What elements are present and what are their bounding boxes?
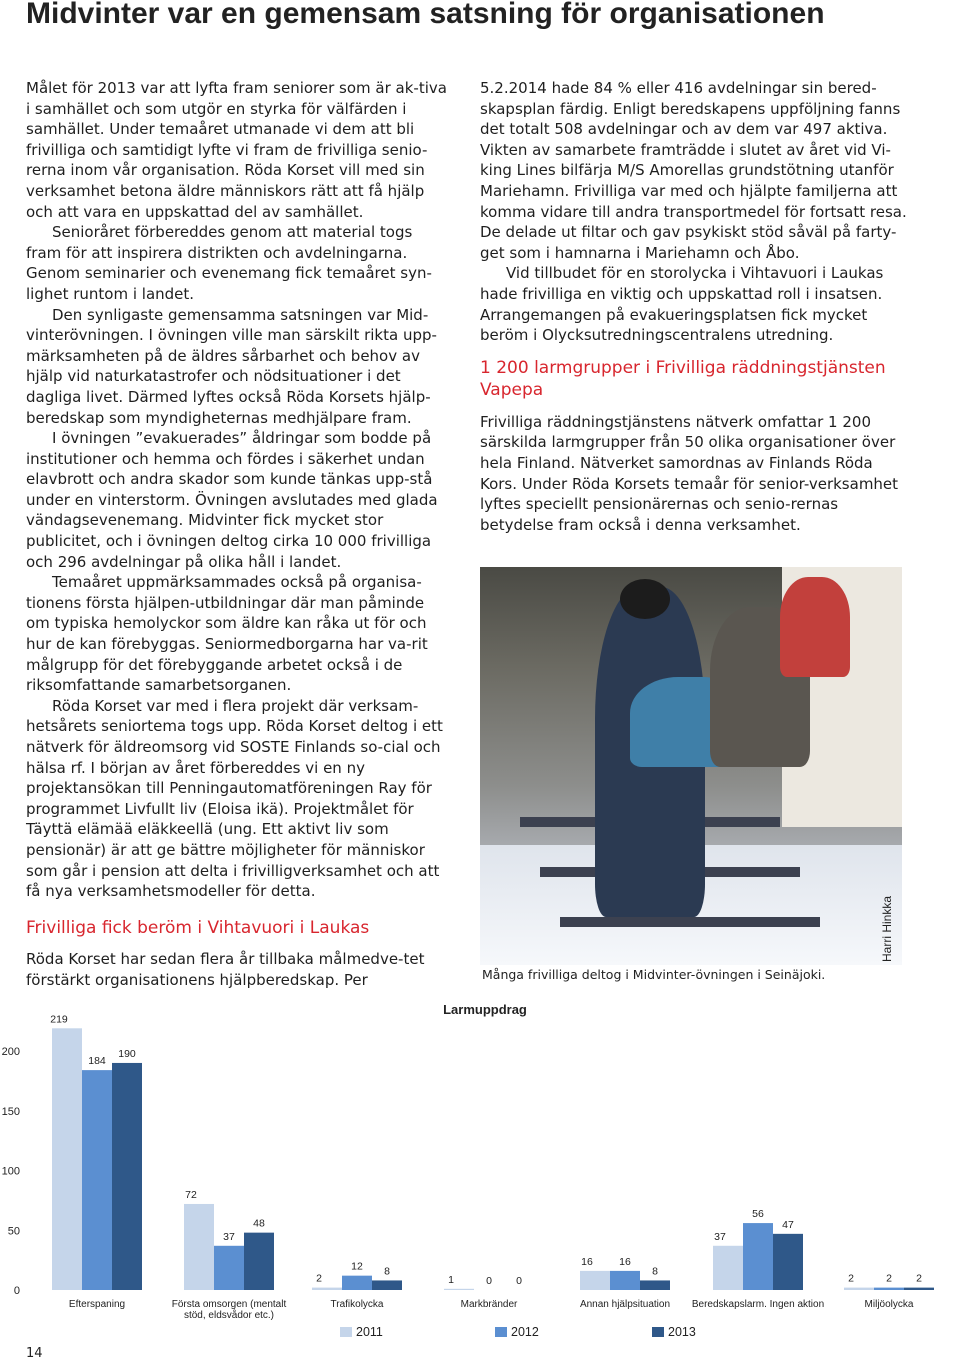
body-paragraph: 5.2.2014 hade 84 % eller 416 avdelningar sin bered-skapsplan färdig. Enligt beredskapens uppföljning fanns det totalt 508 avdelningar och av dem var 497 aktiva. Vikten av samarbete framträdde i slutet av året vid Vi-king Lines bilfärja M/S Amorellas grundstötning utanför Mariehamn. Frivilliga var med och hjälpte familjerna att komma vidare till andra transportmedel för fortsatt resa. De delade ut filtar och gav psykiskt stöd såväl på farty-get som i hamnarna i Mariehamn och Åbo. (480, 79, 907, 262)
body-paragraph: I övningen ”evakuerades” åldringar som bodde på institutioner och hemma och fördes i säkerhet undan elavbrott och andra skador som kunde tänkas upp-stå under en vinterstorm. Övningen avslutades med glada vändagsevenemang. Midvinter fick mycket stor publicitet, och i övningen deltog cirka 10 000 frivilliga och 296 avdelningar på olika håll i landet. (26, 429, 438, 571)
bar (610, 1271, 640, 1290)
body-paragraph: Frivilliga räddningstjänstens nätverk omfattar 1 200 särskilda larmgrupper från 50 olika organisationer över hela Finland. Nätverket samordnas av Finlands Röda Kors. Under Röda Korsets temaår för senior-verksamhet lyftes speciellt pensionärernas och senio-rernas betydelse fram också i denna verksamhet. (480, 412, 899, 534)
bar (184, 1204, 214, 1290)
legend-swatch (495, 1327, 507, 1337)
bar (874, 1288, 904, 1290)
bar (342, 1276, 372, 1290)
category-label: Första omsorgen (mentalt (171, 1299, 287, 1310)
data-label: 56 (752, 1208, 764, 1221)
page-title: Midvinter var en gemensam satsning för organisationen (26, 0, 825, 30)
data-label: 16 (581, 1255, 593, 1268)
category-label: stöd, eldsvådor etc.) (183, 1310, 275, 1321)
bar (640, 1280, 670, 1290)
section-heading: 1 200 larmgrupper i Frivilliga räddningstjänsten Vapepa (480, 357, 886, 400)
bar (844, 1288, 874, 1290)
bar (372, 1280, 402, 1290)
y-tick-label: 200 (1, 1046, 20, 1058)
data-label: 48 (253, 1217, 265, 1230)
left-bottom-section (26, 917, 450, 990)
legend-label: 2013 (668, 1325, 696, 1339)
legend-label: 2012 (511, 1325, 539, 1339)
data-label: 8 (652, 1265, 658, 1278)
category-label: Trafikolycka (330, 1299, 384, 1310)
y-tick-label: 100 (1, 1165, 20, 1178)
body-paragraph: Senioråret förbereddes genom att material togs fram för att inspirera distrikten och avdelningarna. Genom seminarier och evenemang fick temaåret syn-lighet runtom i landet. (26, 223, 432, 303)
photo-figure (620, 579, 670, 619)
page-number: 14 (26, 1346, 43, 1361)
y-tick-label: 50 (7, 1225, 20, 1238)
data-label: 0 (486, 1275, 492, 1287)
data-label: 2 (316, 1272, 322, 1285)
bar (580, 1271, 610, 1290)
data-label: 184 (88, 1055, 106, 1068)
body-paragraph: Röda Korset har sedan flera år tillbaka målmedve-tet förstärkt organisationens hjälpberedskap. Per (26, 950, 425, 989)
body-paragraph: Röda Korset var med i flera projekt där verksam-hetsårets seniortema togs upp. Röda Korset deltog i ett nätverk för äldreomsorg vid SOSTE Finlands so-cial och hälsa rf. I början av året förbereddes vi en ny projektansökan till Penningautomatföreningen Ray för programmet Livfullt liv (Eloisa ikä). Projektmålet för Täyttä elämää eläkkeellä (ung. Ett aktivt liv som pensionär) är att ge bättre möjligheter för människor som går i pension att delta i frivilligverksamhet och att få nya verksamhetsmodeller för detta. (26, 696, 443, 901)
y-tick-label: 150 (1, 1105, 20, 1118)
bar (82, 1070, 112, 1290)
body-paragraph: Temaåret uppmärksammades också på organisa-tionens första hjälpen-utbildningar där man påminde om typiska hemolyckor som äldre kan råka ut för och hur de kan förebyggas. Seniormedborgarna har va-rit målgrupp för det förebyggande arbetet också i de riksomfattande samarbetsorganen. (26, 573, 428, 695)
photo-credit: Harri Hinkka (880, 895, 894, 962)
bar-chart (0, 995, 960, 1345)
bar (112, 1063, 142, 1290)
data-label: 72 (185, 1188, 197, 1201)
chart-title: Larmuppdrag (443, 1002, 527, 1017)
legend-label: 2011 (356, 1325, 383, 1339)
body-paragraph: Målet för 2013 var att lyfta fram seniorer som är ak-tiva i samhället och som utgör en styrka för välfärden i samhället. Under temaåret utmanade vi dem att bli frivilliga och samtidigt lyfte vi fram de frivilliga senio-rerna inom vår organisation. Röda Korset vill med sin verksamhet betona äldre människors rätt att få hjälp och att vara en uppskattad del av samhället. (26, 79, 447, 221)
photo (480, 567, 902, 965)
data-label: 37 (223, 1230, 235, 1243)
photo-step (560, 917, 820, 927)
bar (444, 1289, 474, 1290)
bar (743, 1223, 773, 1290)
data-label: 0 (516, 1275, 522, 1287)
bar (52, 1028, 82, 1290)
data-label: 1 (448, 1273, 454, 1286)
category-label: Efterspaning (68, 1299, 126, 1310)
data-label: 2 (848, 1272, 854, 1285)
body-paragraph: Den synligaste gemensamma satsningen var Mid-vinterövningen. I övningen ville man särskilt rikta upp-märksamheten på de äldres sårbarhet och behov av hjälp vid naturkatastrofer och nödsituationer i det dagliga livet. Därmed lyftes också Röda Korsets hjälp-beredskap som myndigheternas medhjälpare fram. (26, 305, 437, 427)
body-paragraph: Vid tillbudet för en storolycka i Vihtavuori i Laukas hade frivilliga en viktig och uppskattad roll i insatsen. Arrangemangen på evakueringsplatsen fick mycket beröm i Olycksutredningscentralens utredning. (480, 264, 884, 345)
photo-caption: Många frivilliga deltog i Midvinter-övningen i Seinäjoki. (482, 967, 826, 982)
bar (214, 1246, 244, 1290)
data-label: 12 (351, 1260, 363, 1273)
legend-swatch (340, 1327, 352, 1337)
data-label: 190 (118, 1047, 136, 1060)
category-label: Markbränder (460, 1299, 518, 1310)
data-label: 16 (619, 1255, 631, 1268)
bar (312, 1288, 342, 1290)
photo-figure (780, 577, 850, 677)
data-label: 2 (886, 1272, 892, 1285)
legend-swatch (652, 1327, 664, 1337)
data-label: 219 (50, 1013, 68, 1026)
right-column (480, 78, 910, 535)
category-label: Miljöolycka (864, 1299, 914, 1310)
data-label: 47 (782, 1218, 794, 1231)
bar (244, 1233, 274, 1290)
category-label: Beredskapslarm. Ingen aktion (691, 1299, 825, 1310)
y-tick-label: 0 (13, 1285, 20, 1297)
bar (904, 1288, 934, 1290)
left-column (26, 78, 450, 902)
section-heading: Frivilliga fick beröm i Vihtavuori i Laukas (26, 918, 370, 938)
data-label: 37 (714, 1230, 726, 1243)
bar (773, 1234, 803, 1290)
data-label: 2 (916, 1272, 922, 1285)
category-label: Annan hjälpsituation (579, 1299, 671, 1310)
data-label: 8 (384, 1265, 390, 1278)
bar (713, 1246, 743, 1290)
